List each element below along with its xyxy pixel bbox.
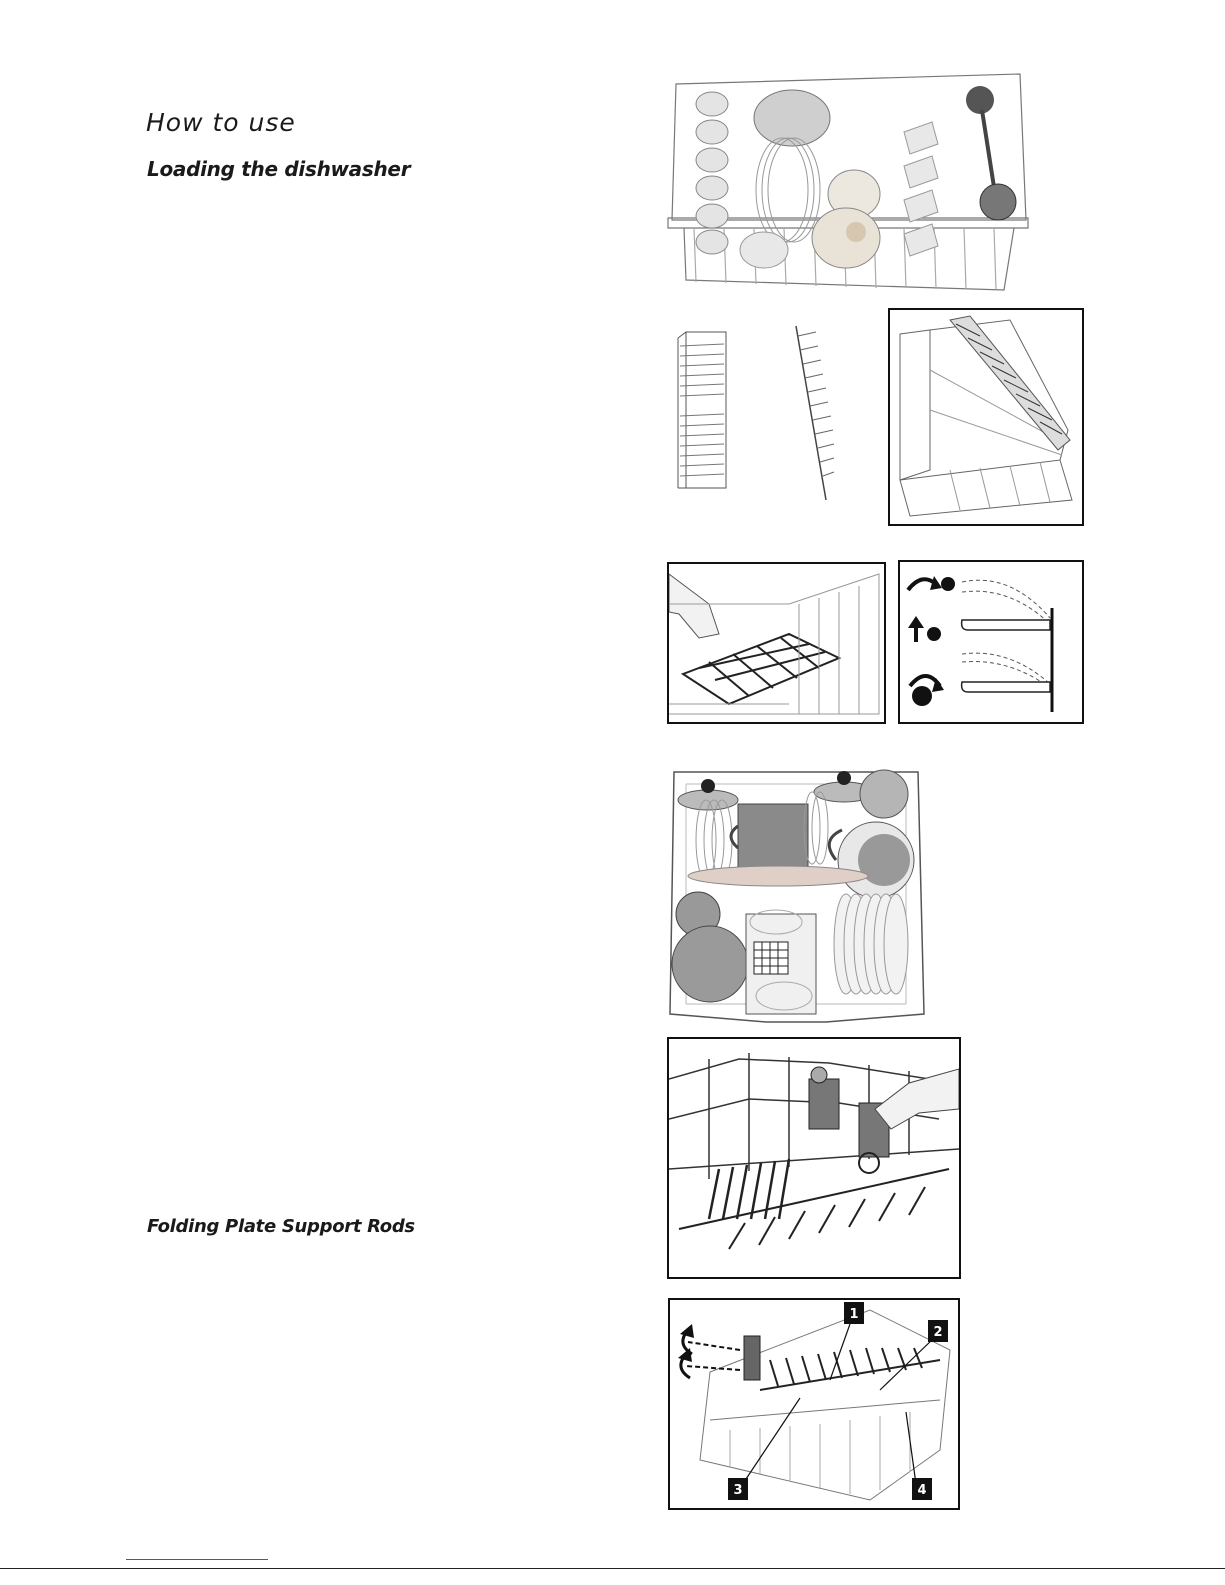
footer-link-underline bbox=[126, 1559, 268, 1560]
svg-text:2: 2 bbox=[933, 1325, 943, 1340]
plate-rod-clip-illustration bbox=[669, 1039, 959, 1277]
rack-shelf-framed-figure bbox=[888, 308, 1084, 526]
rack-shelf-illustration bbox=[890, 310, 1082, 524]
section-title: How to use bbox=[146, 108, 296, 137]
callout-1 bbox=[844, 1302, 864, 1324]
adjust-steps-figure bbox=[898, 560, 1084, 724]
svg-text:1: 1 bbox=[849, 1307, 859, 1322]
lower-basket-loaded-illustration bbox=[666, 764, 928, 1028]
rotate-back-icon bbox=[910, 676, 944, 706]
folding-heading: Folding Plate Support Rods bbox=[147, 1216, 415, 1237]
adjust-steps-illustration bbox=[900, 562, 1082, 722]
hand-adjust-rack-figure bbox=[667, 562, 886, 724]
rotate-forward-icon bbox=[908, 576, 955, 591]
upper-basket-loaded-illustration bbox=[664, 70, 1032, 292]
plate-rod-clip-figure bbox=[667, 1037, 961, 1279]
up-arrow-icon bbox=[908, 616, 941, 642]
svg-text:3: 3 bbox=[733, 1483, 743, 1498]
callout-3 bbox=[728, 1478, 748, 1500]
footer-rule bbox=[0, 1568, 1225, 1569]
hand-adjust-rack-illustration bbox=[669, 564, 884, 722]
svg-text:4: 4 bbox=[917, 1483, 927, 1498]
loading-heading: Loading the dishwasher bbox=[147, 157, 411, 181]
plate-rods-numbered-figure bbox=[668, 1298, 960, 1510]
callout-2 bbox=[928, 1320, 948, 1342]
cup-shelf-open-illustration bbox=[780, 322, 836, 504]
cup-shelf-folded-illustration bbox=[668, 326, 738, 494]
callout-4 bbox=[912, 1478, 932, 1500]
plate-rods-numbered-illustration bbox=[670, 1300, 958, 1508]
